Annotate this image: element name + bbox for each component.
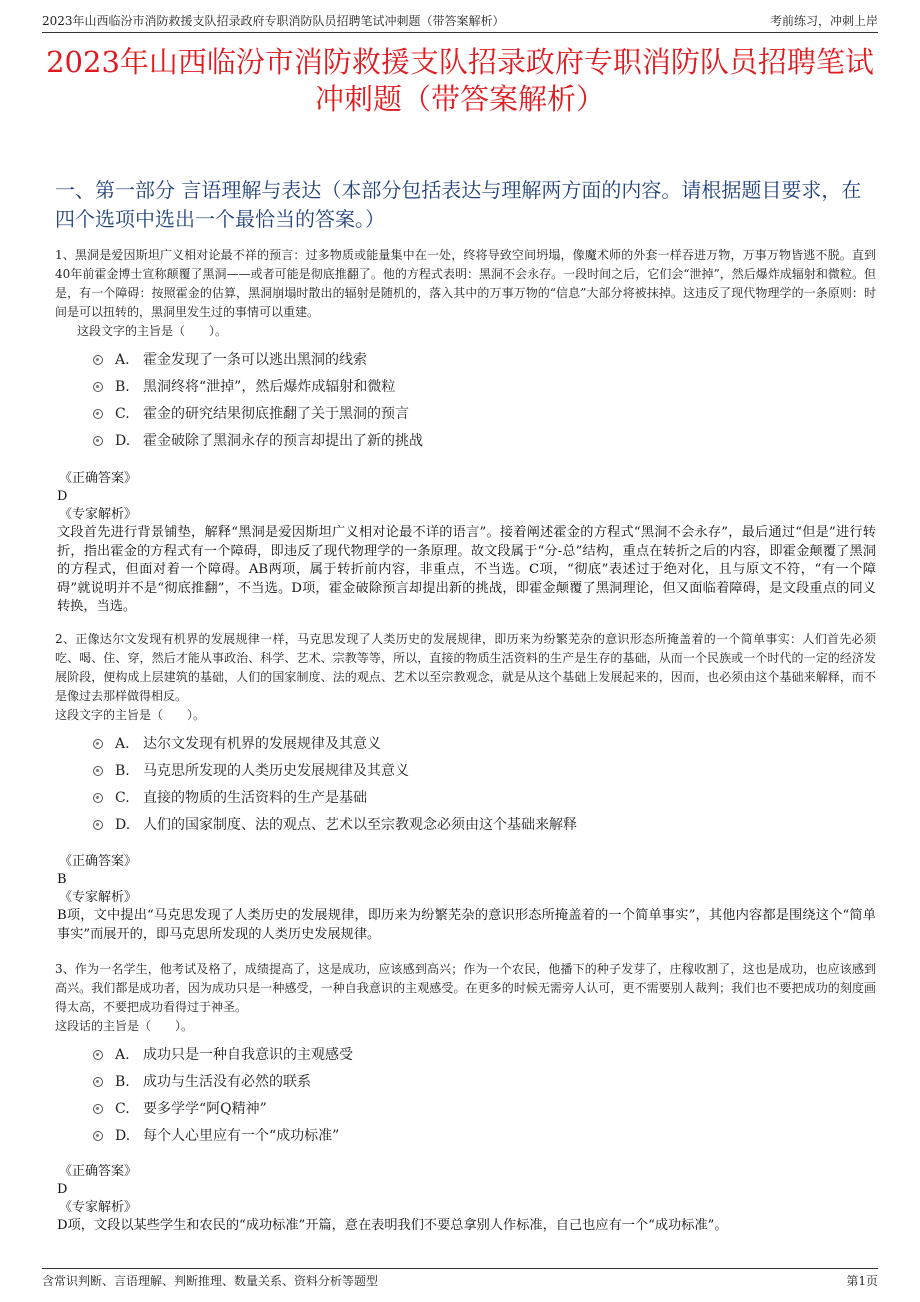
option-list [55,731,876,839]
radio-icon[interactable] [93,1131,103,1141]
header-doc-title: 2023年山西临汾市消防救援支队招录政府专职消防队员招聘笔试冲刺题（带答案解析） [42,14,505,28]
option-letter: D. [115,1128,131,1144]
radio-icon[interactable] [93,1050,103,1060]
option-list [55,347,876,455]
option-text: 黑洞终将“泄掉”，然后爆炸成辐射和微粒 [143,379,396,395]
expert-analysis-text: 文段首先进行背景铺垫，解释“黑洞是爱因斯坦广义相对论最不详的语言”。接着阐述霍金的方程式“黑洞不会永存”，最后通过“但是”进行转折，指出霍金的方程式有一个障碍，即违反了现代物理学的一条原理。故文段属于“分-总”结构，重点在转折之后的内容，即霍金颠覆了黑洞的方程式，但面对着一个障碍。AB两项，属于转折前内容，非重点，不当选。C项，“彻底”表述过于绝对化，且与原文不符，“有一个障碍”就说明并不是“彻底推翻”，不当选。D项，霍金破除预言却提出新的挑战，即霍金颠覆了黑洞理论，但又面临着障碍，是文段重点的同义转换，当选。 [57,525,876,614]
option-text: 成功只是一种自我意识的主观感受 [143,1047,353,1063]
page-footer [42,1268,878,1287]
option-letter: B. [115,763,130,779]
radio-icon[interactable] [93,382,103,392]
question-stem: 2、正像达尔文发现有机界的发展规律一样，马克思发现了人类历史的发展规律，即历来为纷繁芜杂的意识形态所掩盖着的一个简单事实：人们首先必须吃、喝、住、穿，然后才能从事政治、科学、艺术、宗教等等，所以，直接的物质生活资料的生产是生存的基础，从而一个民族或一个时代的一定的经济发展阶段，便构成上层建筑的基础，人们的国家制度、法的观点、艺术以至宗教观念，就是从这个基础上发展起来的，因而，也必须由这个基础来解释，而不是像过去那样做得相反。 [55,632,876,703]
header-slogan: 考前练习，冲刺上岸 [769,14,878,28]
option-text: 霍金发现了一条可以逃出黑洞的线索 [143,352,367,368]
expert-analysis-label: 《专家解析》 [59,890,138,905]
expert-analysis-label: 《专家解析》 [59,507,138,522]
expert-analysis-text: D项，文段以某些学生和农民的“成功标准”开篇，意在表明我们不要总拿别人作标准，自己也应有一个“成功标准”。 [57,1218,728,1233]
question-stem: 3、作为一名学生，他考试及格了，成绩提高了，这是成功，应该感到高兴；作为一个农民，他播下的种子发芽了，庄稼收割了，这也是成功，也应该感到高兴。我们都是成功者，因为成功只是一种感受，一种自我意识的主观感受。在更多的时候无需旁人认可，更不需要别人裁判；我们也不要把成功的刻度画得太高，不要把成功看得过于神圣。 [55,962,876,1014]
option-c[interactable] [93,1096,876,1123]
answer-block-1 [57,470,876,617]
option-c[interactable] [93,785,876,812]
answer-block-3 [57,1163,876,1236]
correct-answer-value: D [57,489,68,504]
option-text: 霍金破除了黑洞永存的预言却提出了新的挑战 [143,433,423,449]
option-letter: C. [115,1101,130,1117]
section-heading: 一、第一部分 言语理解与表达（本部分包括表达与理解两方面的内容。请根据题目要求，在四个选项中选出一个最恰当的答案。） [55,178,862,231]
expert-analysis-label: 《专家解析》 [59,1200,138,1215]
option-text: 直接的物质的生活资料的生产是基础 [143,790,367,806]
option-letter: C. [115,790,130,806]
option-letter: B. [115,379,130,395]
question-2 [55,630,876,839]
option-b[interactable] [93,1069,876,1096]
option-letter: B. [115,1074,130,1090]
option-a[interactable] [93,347,876,374]
radio-icon[interactable] [93,739,103,749]
option-letter: C. [115,406,130,422]
radio-icon[interactable] [93,409,103,419]
option-c[interactable] [93,401,876,428]
option-d[interactable] [93,812,876,839]
option-text: 达尔文发现有机界的发展规律及其意义 [143,736,381,752]
question-stem: 1、黑洞是爱因斯坦广义相对论最不祥的预言：过多物质或能量集中在一处，终将导致空间坍塌，像魔术师的外套一样吞进万物，万事万物皆逃不脱。直到40年前霍金博士宣称颠覆了黑洞——或者可能是彻底推翻了。他的方程式表明：黑洞不会永存。一段时间之后，它们会“泄掉”，然后爆炸成辐射和微粒。但是，有一个障碍：按照霍金的估算，黑洞崩塌时散出的辐射是随机的，落入其中的万事万物的“信息”大部分将被抹掉。这违反了现代物理学的一条原则：时间是可以扭转的，黑洞里发生过的事情可以重建。 [55,248,876,319]
option-b[interactable] [93,374,876,401]
radio-icon[interactable] [93,766,103,776]
option-letter: A. [115,352,130,368]
option-b[interactable] [93,758,876,785]
correct-answer-label: 《正确答案》 [59,1164,138,1179]
radio-icon[interactable] [93,820,103,830]
option-text: 霍金的研究结果彻底推翻了关于黑洞的预言 [143,406,409,422]
option-a[interactable] [93,1042,876,1069]
option-list [55,1042,876,1150]
question-1 [55,246,876,455]
radio-icon[interactable] [93,1104,103,1114]
option-letter: D. [115,817,131,833]
correct-answer-value: B [57,872,67,887]
document-title: 2023年山西临汾市消防救援支队招录政府专职消防队员招聘笔试冲刺题（带答案解析） [46,45,874,116]
question-prompt: 这段文字的主旨是（ ）。 [77,324,228,338]
page-header [42,10,878,33]
radio-icon[interactable] [93,436,103,446]
option-text: 成功与生活没有必然的联系 [143,1074,311,1090]
option-text: 要多学学“阿Q精神” [143,1101,267,1117]
option-text: 每个人心里应有一个“成功标准” [143,1128,340,1144]
correct-answer-value: D [57,1182,68,1197]
correct-answer-label: 《正确答案》 [59,471,138,486]
radio-icon[interactable] [93,793,103,803]
option-d[interactable] [93,428,876,455]
option-letter: D. [115,433,131,449]
page-number: 第1页 [846,1274,878,1288]
expert-analysis-text: B项，文中提出“马克思发现了人类历史的发展规律，即历来为纷繁芜杂的意识形态所掩盖着的一个简单事实”，其他内容都是围绕这个“简单事实”而展开的，即马克思所发现的人类历史发展规律。 [57,908,876,942]
option-text: 人们的国家制度、法的观点、艺术以至宗教观念必须由这个基础来解释 [143,817,577,833]
answer-block-2 [57,853,876,944]
option-letter: A. [115,736,130,752]
option-letter: A. [115,1047,130,1063]
option-text: 马克思所发现的人类历史发展规律及其意义 [143,763,409,779]
option-d[interactable] [93,1123,876,1150]
question-prompt: 这段文字的主旨是（ ）。 [55,708,206,722]
radio-icon[interactable] [93,355,103,365]
option-a[interactable] [93,731,876,758]
correct-answer-label: 《正确答案》 [59,854,138,869]
footer-description: 含常识判断、言语理解、判断推理、数量关系、资料分析等题型 [42,1274,379,1288]
question-prompt: 这段话的主旨是（ ）。 [55,1019,194,1033]
radio-icon[interactable] [93,1077,103,1087]
question-3 [55,960,876,1150]
